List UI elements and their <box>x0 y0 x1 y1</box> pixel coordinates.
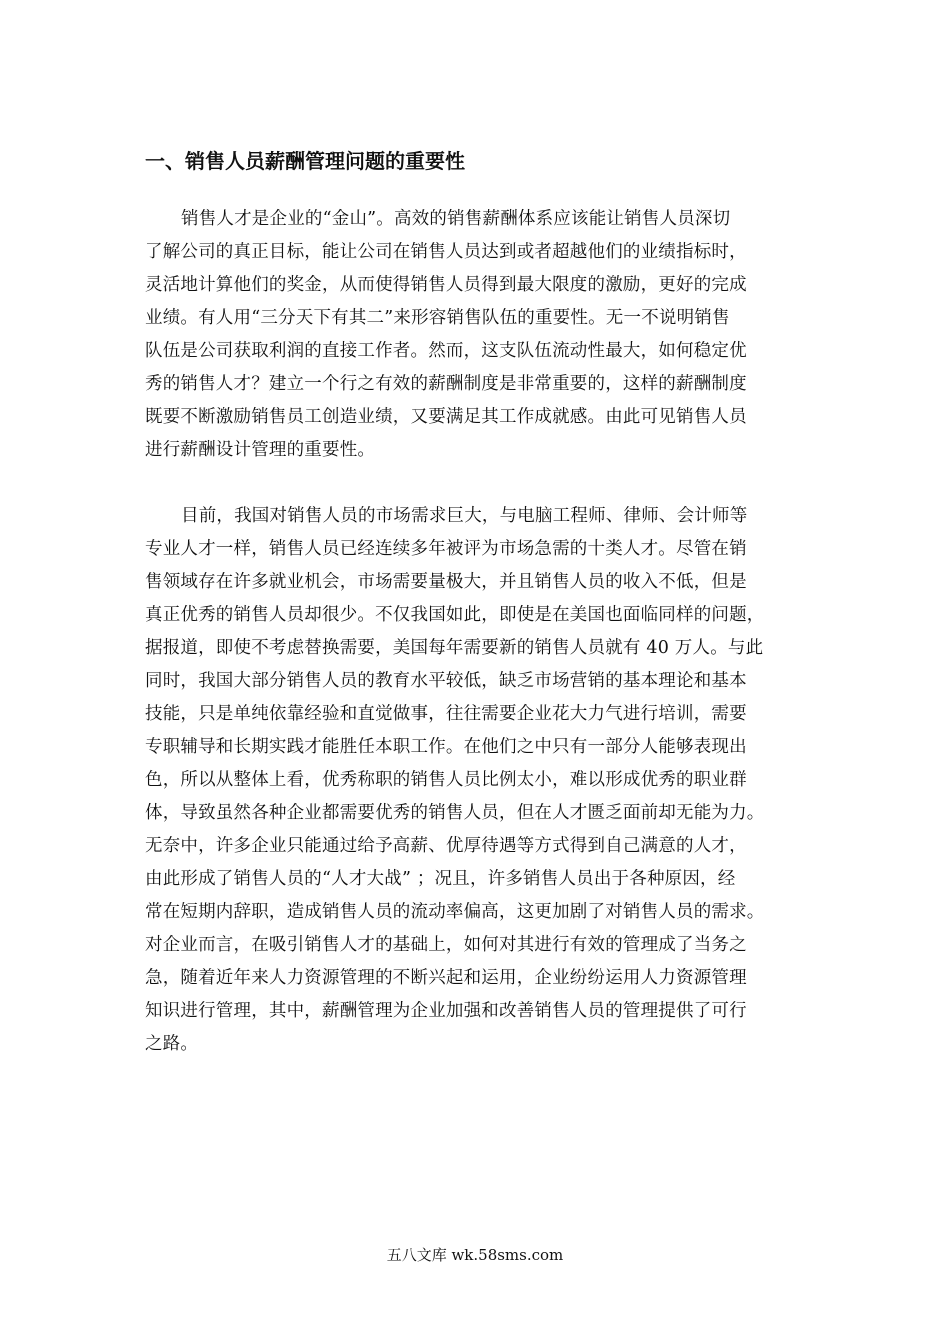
paragraph-line: 常在短期内辞职，造成销售人员的流动率偏高，这更加剧了对销售人员的需求。 <box>145 902 765 922</box>
paragraph-line: 对企业而言，在吸引销售人才的基础上，如何对其进行有效的管理成了当务之 <box>145 935 747 955</box>
paragraph-line: 无奈中，许多企业只能通过给予高薪、优厚待遇等方式得到自己满意的人才， <box>145 836 747 856</box>
paragraph-line: 色，所以从整体上看，优秀称职的销售人员比例太小，难以形成优秀的职业群 <box>145 770 747 790</box>
paragraph-line: 知识进行管理，其中，薪酬管理为企业加强和改善销售人员的管理提供了可行 <box>145 1001 747 1021</box>
paragraph-line: 急，随着近年来人力资源管理的不断兴起和运用，企业纷纷运用人力资源管理 <box>145 968 747 988</box>
paragraph-line: 专职辅导和长期实践才能胜任本职工作。在他们之中只有一部分人能够表现出 <box>145 737 747 757</box>
paragraph-line: 销售人才是企业的“金山”。高效的销售薪酬体系应该能让销售人员深切 <box>181 209 731 229</box>
paragraph-line: 同时，我国大部分销售人员的教育水平较低，缺乏市场营销的基本理论和基本 <box>145 671 747 691</box>
paragraph-line: 灵活地计算他们的奖金，从而使得销售人员得到最大限度的激励，更好的完成 <box>145 275 747 295</box>
paragraph-line: 业绩。有人用“三分天下有其二”来形容销售队伍的重要性。无一不说明销售 <box>145 308 730 328</box>
paragraph-line: 技能，只是单纯依靠经验和直觉做事，往往需要企业花大力气进行培训，需要 <box>145 704 747 724</box>
page-footer: 五八文库 wk.58sms.com <box>386 1246 564 1264</box>
paragraph-line: 据报道，即使不考虑替换需要，美国每年需要新的销售人员就有 40 万人。与此 <box>145 638 764 658</box>
paragraph-2 <box>145 500 810 1061</box>
paragraph-line: 既要不断激励销售员工创造业绩，又要满足其工作成就感。由此可见销售人员 <box>145 407 747 427</box>
paragraph-line: 体，导致虽然各种企业都需要优秀的销售人员，但在人才匮乏面前却无能为力。 <box>145 803 765 823</box>
paragraph-line: 售领域存在许多就业机会，市场需要量极大，并且销售人员的收入不低，但是 <box>145 572 747 592</box>
section-heading: 一、销售人员薪酬管理问题的重要性 <box>145 149 465 173</box>
paragraph-line: 目前，我国对销售人员的市场需求巨大，与电脑工程师、律师、会计师等 <box>181 506 748 526</box>
paragraph-line: 真正优秀的销售人员却很少。不仅我国如此，即使是在美国也面临同样的问题， <box>145 605 765 625</box>
paragraph-line: 由此形成了销售人员的“人才大战” ；况且，许多销售人员出于各种原因，经 <box>145 869 736 889</box>
paragraph-line: 队伍是公司获取利润的直接工作者。然而，这支队伍流动性最大，如何稳定优 <box>145 341 747 361</box>
paragraph-line: 专业人才一样，销售人员已经连续多年被评为市场急需的十类人才。尽管在销 <box>145 539 747 559</box>
paragraph-line: 之路。 <box>145 1034 199 1054</box>
paragraph-line: 秀的销售人才？建立一个行之有效的薪酬制度是非常重要的，这样的薪酬制度 <box>145 374 747 394</box>
paragraph-line: 进行薪酬设计管理的重要性。 <box>145 440 376 460</box>
paragraph-line: 了解公司的真正目标，能让公司在销售人员达到或者超越他们的业绩指标时， <box>145 242 747 262</box>
paragraph-1 <box>145 203 810 467</box>
